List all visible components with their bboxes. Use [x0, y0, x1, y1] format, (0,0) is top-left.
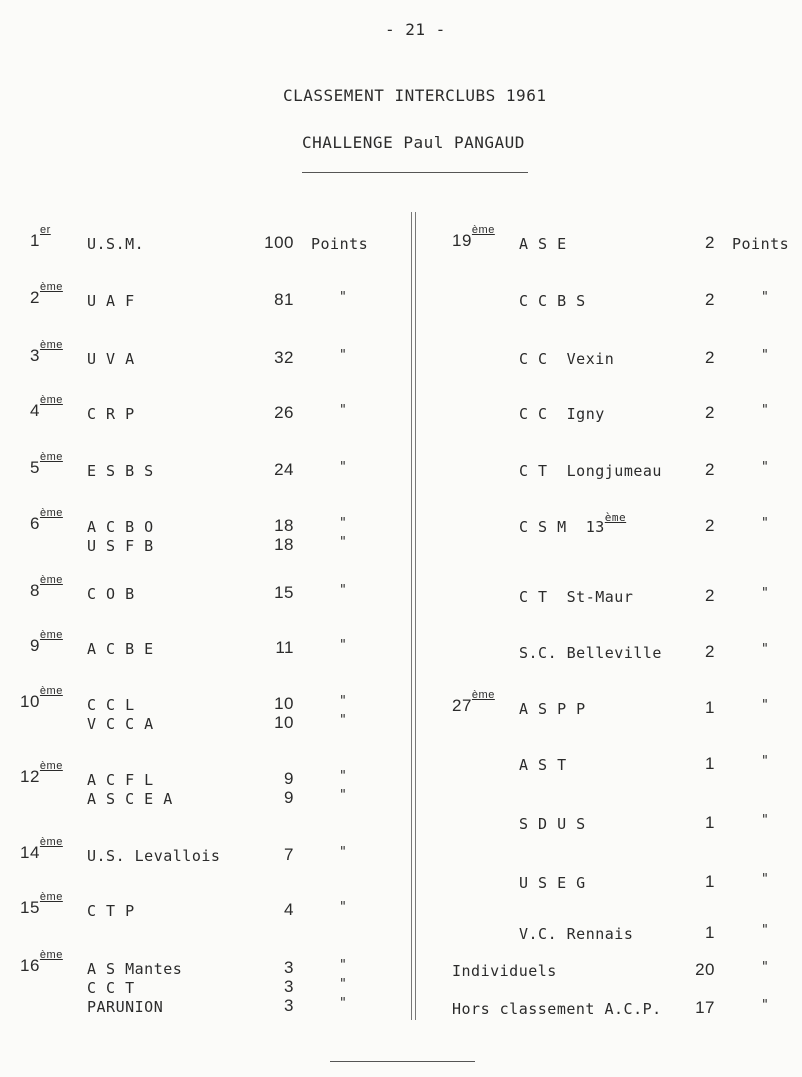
- points-value: 3: [284, 977, 294, 996]
- rank-label: [30, 224, 51, 251]
- club-name: U S E G: [519, 874, 586, 892]
- ditto-mark: ": [761, 460, 770, 475]
- ditto-mark: ": [339, 290, 348, 305]
- rank-label: [30, 574, 63, 601]
- rank-label: [452, 224, 495, 251]
- club-name: E S B S: [87, 462, 154, 480]
- column-divider-double: [415, 212, 416, 1020]
- rank-suffix: ème: [39, 891, 63, 903]
- club-name: U A F: [87, 292, 135, 310]
- points-value: 3: [284, 958, 294, 977]
- club-name: PARUNION: [87, 998, 164, 1016]
- rank-label: [30, 394, 63, 421]
- club-name: C O B: [87, 585, 135, 603]
- rank-suffix: ème: [39, 394, 63, 406]
- rank-label: [20, 836, 63, 863]
- ditto-mark: ": [339, 583, 348, 598]
- rank-number: 14: [20, 843, 40, 862]
- rank-number: 3: [30, 346, 40, 365]
- ditto-mark: ": [339, 694, 348, 709]
- club-name: C S M 13ème: [519, 511, 627, 536]
- rank-label: [30, 629, 63, 656]
- column-divider: [411, 212, 412, 1020]
- page-number: - 21 -: [385, 20, 446, 39]
- club-name: A C B E: [87, 640, 154, 658]
- rank-number: 15: [20, 898, 40, 917]
- club-name: A C F L: [87, 771, 154, 789]
- rank-suffix: er: [39, 224, 51, 236]
- club-name: C C L: [87, 696, 135, 714]
- points-value: 2: [705, 348, 715, 367]
- club-name: C C Igny: [519, 405, 605, 423]
- rank-number: 12: [20, 767, 40, 786]
- club-name: A S E: [519, 235, 567, 253]
- points-value: 17: [695, 998, 715, 1017]
- rank-label: [30, 281, 63, 308]
- ditto-mark: ": [761, 586, 770, 601]
- ditto-mark: ": [761, 698, 770, 713]
- club-name: A S Mantes: [87, 960, 183, 978]
- rank-suffix: ème: [39, 574, 63, 586]
- ditto-mark: ": [339, 977, 348, 992]
- ditto-mark: ": [339, 348, 348, 363]
- summary-label: Individuels: [452, 962, 557, 980]
- points-value: 7: [284, 845, 294, 864]
- points-value: 1: [705, 923, 715, 942]
- points-value: 18: [274, 535, 294, 554]
- points-value: 1: [705, 813, 715, 832]
- points-value: 1: [705, 698, 715, 717]
- club-name: C C T: [87, 979, 135, 997]
- club-name: U.S.M.: [87, 235, 145, 253]
- points-value: 2: [705, 403, 715, 422]
- ditto-mark: ": [339, 996, 348, 1011]
- points-value: 1: [705, 872, 715, 891]
- ditto-mark: ": [339, 958, 348, 973]
- points-value: 2: [705, 460, 715, 479]
- ditto-mark: ": [339, 516, 348, 531]
- points-value: 2: [705, 516, 715, 535]
- points-value: 32: [274, 348, 294, 367]
- rank-number: 8: [30, 581, 40, 600]
- document-title: CLASSEMENT INTERCLUBS 1961: [283, 86, 547, 105]
- rank-suffix: ème: [39, 685, 63, 697]
- rank-number: 6: [30, 514, 40, 533]
- club-name: C T St-Maur: [519, 588, 634, 606]
- ditto-mark: ": [761, 754, 770, 769]
- ditto-mark: ": [761, 642, 770, 657]
- rank-suffix: ème: [471, 689, 495, 701]
- club-name: A S T: [519, 756, 567, 774]
- document-subtitle: CHALLENGE Paul PANGAUD: [302, 133, 525, 152]
- points-value: 9: [284, 788, 294, 807]
- ditto-mark: ": [339, 769, 348, 784]
- club-suffix: ème: [604, 511, 627, 524]
- ditto-mark: ": [339, 845, 348, 860]
- club-name: U S F B: [87, 537, 154, 555]
- ditto-mark: ": [339, 535, 348, 550]
- points-unit: Points: [311, 235, 369, 253]
- rank-number: 10: [20, 692, 40, 711]
- points-value: 20: [695, 960, 715, 979]
- points-unit: Points: [732, 235, 790, 253]
- ditto-mark: ": [761, 872, 770, 887]
- points-value: 81: [274, 290, 294, 309]
- rank-number: 19: [452, 231, 472, 250]
- rank-number: 9: [30, 636, 40, 655]
- rank-label: [20, 949, 63, 976]
- points-value: 18: [274, 516, 294, 535]
- ditto-mark: ": [761, 403, 770, 418]
- rank-number: 16: [20, 956, 40, 975]
- points-value: 9: [284, 769, 294, 788]
- club-name: C C Vexin: [519, 350, 615, 368]
- points-value: 26: [274, 403, 294, 422]
- ditto-mark: ": [761, 998, 770, 1013]
- rank-suffix: ème: [39, 281, 63, 293]
- ditto-mark: ": [339, 788, 348, 803]
- rank-suffix: ème: [39, 760, 63, 772]
- ditto-mark: ": [339, 403, 348, 418]
- rank-number: 2: [30, 288, 40, 307]
- rank-label: [20, 685, 63, 712]
- rank-suffix: ème: [471, 224, 495, 236]
- ditto-mark: ": [761, 348, 770, 363]
- club-name: U.S. Levallois: [87, 847, 221, 865]
- ditto-mark: ": [339, 713, 348, 728]
- points-value: 24: [274, 460, 294, 479]
- points-value: 15: [274, 583, 294, 602]
- rank-number: 5: [30, 458, 40, 477]
- ditto-mark: ": [761, 960, 770, 975]
- points-value: 3: [284, 996, 294, 1015]
- rank-suffix: ème: [39, 629, 63, 641]
- club-name: C R P: [87, 405, 135, 423]
- ditto-mark: ": [761, 516, 770, 531]
- rank-label: [30, 507, 63, 534]
- points-value: 2: [705, 642, 715, 661]
- rank-label: [20, 891, 63, 918]
- points-value: 10: [274, 713, 294, 732]
- rank-suffix: ème: [39, 949, 63, 961]
- rank-suffix: ème: [39, 339, 63, 351]
- bottom-rule: [330, 1061, 475, 1062]
- rank-suffix: ème: [39, 451, 63, 463]
- points-value: 1: [705, 754, 715, 773]
- ditto-mark: ": [339, 638, 348, 653]
- club-name: C T P: [87, 902, 135, 920]
- rank-label: [30, 451, 63, 478]
- rank-label: [20, 760, 63, 787]
- rank-number: 27: [452, 696, 472, 715]
- club-name: C T Longjumeau: [519, 462, 662, 480]
- club-name: U V A: [87, 350, 135, 368]
- points-value: 4: [284, 900, 294, 919]
- ditto-mark: ": [339, 460, 348, 475]
- points-value: 100: [264, 233, 294, 252]
- ditto-mark: ": [761, 813, 770, 828]
- club-name: A C B O: [87, 518, 154, 536]
- summary-label: Hors classement A.C.P.: [452, 1000, 662, 1018]
- club-name: S.C. Belleville: [519, 644, 662, 662]
- rank-suffix: ème: [39, 507, 63, 519]
- ditto-mark: ": [339, 900, 348, 915]
- ditto-mark: ": [761, 290, 770, 305]
- points-value: 10: [274, 694, 294, 713]
- club-name: A S P P: [519, 700, 586, 718]
- points-value: 2: [705, 586, 715, 605]
- rank-number: 1: [30, 231, 40, 250]
- rank-suffix: ème: [39, 836, 63, 848]
- club-name: V.C. Rennais: [519, 925, 634, 943]
- rank-number: 4: [30, 401, 40, 420]
- title-underline: [302, 172, 528, 173]
- ditto-mark: ": [761, 923, 770, 938]
- rank-label: [30, 339, 63, 366]
- rank-label: [452, 689, 495, 716]
- points-value: 2: [705, 233, 715, 252]
- club-name: A S C E A: [87, 790, 173, 808]
- club-name: S D U S: [519, 815, 586, 833]
- points-value: 2: [705, 290, 715, 309]
- points-value: 11: [275, 638, 294, 657]
- club-name: V C C A: [87, 715, 154, 733]
- club-name: C C B S: [519, 292, 586, 310]
